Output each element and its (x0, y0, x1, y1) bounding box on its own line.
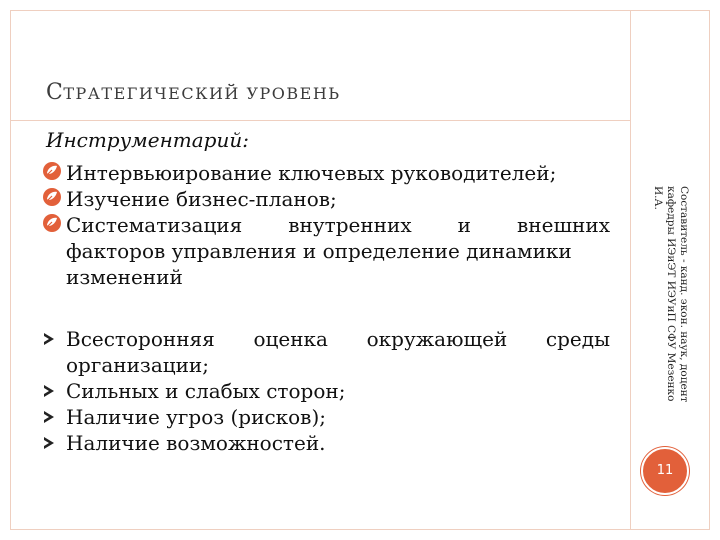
list-item-text: Изучение бизнес-планов; (66, 187, 337, 211)
divider-horizontal (10, 120, 630, 121)
list-item-line: Всесторонняя оценка окружающей среды (66, 327, 610, 351)
list-item-text: Наличие возможностей. (66, 431, 326, 455)
leaf-bullet-icon (42, 213, 62, 233)
list-item-line: Систематизация внутренних и внешних (66, 213, 610, 237)
list-item-text: Сильных и слабых сторон; (66, 379, 346, 403)
list-item-line: организации; (66, 353, 209, 377)
list-item (42, 404, 610, 430)
page-number-badge: 11 (641, 447, 689, 495)
leaf-bullet-icon (42, 187, 62, 207)
list-item-line: изменений (66, 265, 183, 289)
author-note: Составитель - канд. экон. наук, доцент кафедры ИЭиЭТ ИЭУиП СФУ Мезенко И.А. (652, 186, 690, 403)
slide-body (42, 160, 610, 456)
list-item-text: Интервьюирование ключевых руководителей; (66, 161, 557, 185)
list-item (42, 160, 610, 186)
list-item (42, 378, 610, 404)
arrow-bullet-icon (44, 411, 54, 423)
list-item (42, 186, 610, 212)
slide-title: СТРАТЕГИЧЕСКИЙ УРОВЕНЬ (46, 80, 341, 105)
list-item-line: факторов управления и определение динамики (66, 239, 572, 263)
leaf-bullet-icon (42, 161, 62, 181)
list-item (42, 430, 610, 456)
subtitle: Инструментарий: (46, 128, 249, 152)
list-item (42, 326, 610, 378)
arrow-bullet-icon (44, 333, 54, 345)
divider-vertical (630, 10, 631, 530)
list-item (42, 212, 610, 290)
list-item-text: Наличие угроз (рисков); (66, 405, 326, 429)
arrow-bullet-icon (44, 385, 54, 397)
arrow-bullet-icon (44, 437, 54, 449)
